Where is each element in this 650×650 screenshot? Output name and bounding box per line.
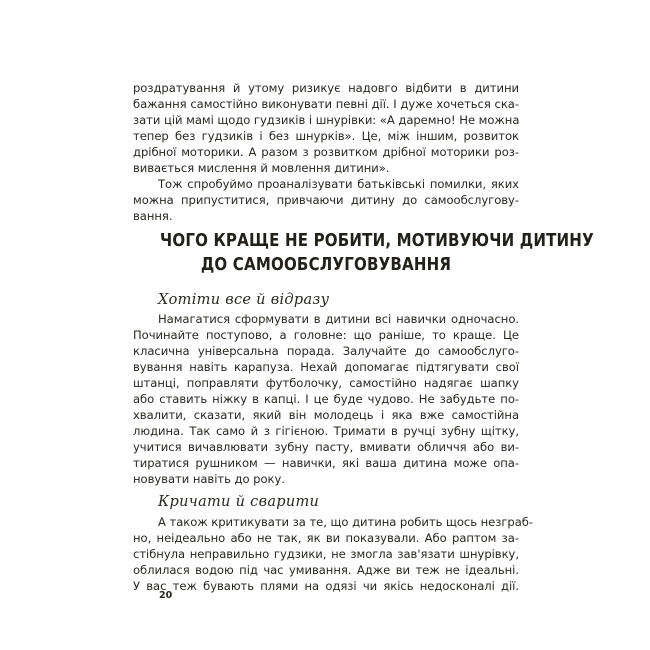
text-line: або ставить ніжку в капці. І це буде чудово. Не забудьте по- (133, 392, 519, 406)
text-line: Тож спробуймо проаналізувати батьківські помилки, яких (158, 177, 519, 191)
text-line: дрібної моторики. А разом з розвитком дрібної моторики роз- (133, 145, 519, 159)
text-line: облилася водою під час умивання. Адже ви теж не ідеальні. (133, 563, 519, 577)
text-line: тиратися рушником — навички, які ваша дитина може опа- (133, 456, 519, 470)
text-line: новувати навіть до року. (133, 472, 285, 486)
text-line: штанці, поправляти футболочку, самостійно надягає шапку (133, 376, 519, 390)
text-line: класична універсальна порада. Залучайте до самообслуго- (133, 344, 519, 358)
section-heading: Хотіти все й відразу (158, 292, 330, 308)
text-line: бажання самостійно виконувати певні дії. І дуже хочеться ска- (133, 97, 519, 111)
chapter-title-line-1: ЧОГО КРАЩЕ НЕ РОБИТИ, МОТИВУЮЧИ ДИТИНУ (160, 231, 594, 251)
text-line: У вас теж бувають плями на одязі чи якісь недосконалі дії. (133, 579, 519, 593)
page-number: 20 (159, 590, 173, 601)
text-line: можна припуститися, привчаючи дитину до самообслугову- (133, 193, 519, 207)
text-line: Намагатися сформувати в дитини всі навички одночасно. (158, 312, 519, 326)
text-line: роздратування й утому ризикує надовго відбити в дитини (133, 81, 519, 95)
text-line: стібнула неправильно гудзики, не змогла зав'язати шнурівку, (133, 547, 519, 561)
text-line: вання. (133, 209, 173, 223)
section-heading: Кричати й сварити (158, 494, 320, 510)
text-line: А також критикувати за те, що дитина робить щось незграб- (158, 515, 534, 529)
text-line: Починайте поступово, а головне: що раніше, то краще. Це (133, 328, 519, 342)
text-line: учитися вичавлювати зубну пасту, вмивати обличчя або ви- (133, 440, 519, 454)
text-line: вування навіть карапуза. Нехай допомагає підтягувати свої (133, 360, 519, 374)
text-line: но, неідеально або не так, як ви показували. Або раптом за- (133, 531, 519, 545)
chapter-title-line-2: ДО САМООБСЛУГОВУВАННЯ (200, 255, 452, 275)
text-line: тепер без гудзиків і без шнурків». Це, між іншим, розвиток (133, 129, 519, 143)
text-line: хвалити, сказати, який він молодець і яка вже самостійна (133, 408, 519, 422)
text-line: людина. Так само й з гігієною. Тримати в ручці зубну щітку, (133, 424, 519, 438)
text-line: вивається мислення й мовлення дитини». (133, 161, 390, 175)
text-line: зати цій мамі щодо гудзиків і шнурівки: «А даремно! Не можна (133, 113, 520, 127)
